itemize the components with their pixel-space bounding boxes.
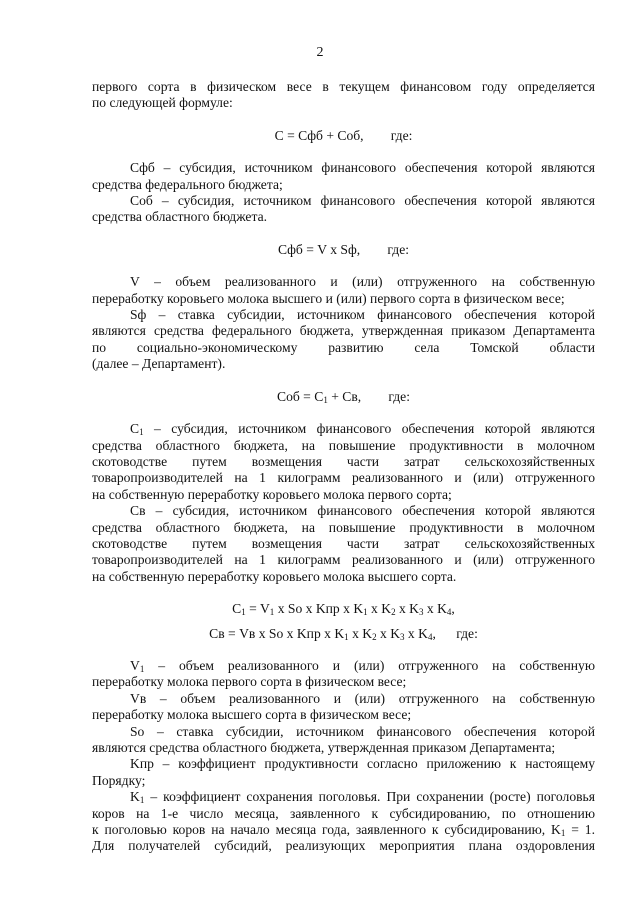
text-line: Cфб – субсидия, источником финансового обеспечения которой являются xyxy=(130,160,595,176)
paragraph xyxy=(92,79,595,112)
text-line: на собственную переработку коровьего молока первого сорта; xyxy=(92,486,452,502)
text-line: по социально-экономическому развитию села Томской области xyxy=(92,339,595,355)
text-line: являются средства федерального бюджета, утвержденная приказом Департамента xyxy=(92,323,595,339)
text-line: коров на 1-е число месяца, заявленного к субсидированию, по отношению xyxy=(92,805,595,821)
text-line: Cоб – субсидия, источником финансового обеспечения которой являются xyxy=(130,193,595,209)
text-line: на собственную переработку коровьего молока высшего сорта. xyxy=(92,568,457,584)
text-line: Для получателей субсидий, реализующих мероприятия плана оздоровления xyxy=(92,838,595,854)
paragraph xyxy=(92,724,595,757)
paragraph xyxy=(92,193,595,226)
text-line: So – ставка субсидии, источником финансового обеспечения которой xyxy=(130,723,595,739)
paragraph xyxy=(92,756,595,789)
text-line: Порядку; xyxy=(92,772,146,788)
formula: Cфб = V x Sф, где: xyxy=(278,241,409,257)
text-line: первого сорта в физическом весе в текущем финансовом году определяется xyxy=(92,79,595,94)
text-line: переработку молока первого сорта в физическом весе; xyxy=(92,674,407,690)
paragraph xyxy=(92,274,595,307)
text-line: средства областного бюджета, на повышение продуктивности в молочном xyxy=(92,519,595,535)
text-line: $V_1$ – объем реализованного и (или) отгруженного на собственную xyxy=(130,657,595,674)
text-line: товаропроизводителей на 1 килограмм реализованного и (или) отгруженного xyxy=(92,552,595,568)
text-line: средства областного бюджета. xyxy=(92,209,267,225)
paragraph xyxy=(92,789,595,855)
text-line: $C_1$ – субсидия, источником финансового обеспечения которой являются xyxy=(130,421,595,438)
paragraph xyxy=(92,307,595,373)
text-line: переработку коровьего молока высшего и (или) первого сорта в физическом весе; xyxy=(92,290,565,306)
page-number: 2 xyxy=(316,45,324,60)
paragraph xyxy=(92,503,595,585)
paragraph xyxy=(92,658,595,691)
text-line: Cв – субсидия, источником финансового обеспечения которой являются xyxy=(130,503,595,519)
text-line: к поголовью коров на начало месяца года, заявленного к субсидированию, $K_1 = 1$. xyxy=(92,822,595,839)
text-line: переработку молока высшего сорта в физическом весе; xyxy=(92,707,412,723)
text-line: V – объем реализованного и (или) отгруженного на собственную xyxy=(130,274,595,290)
text-line: Kпр – коэффициент продуктивности согласно приложению к настоящему xyxy=(130,756,595,772)
text-line: Sф – ставка субсидии, источником финансового обеспечения которой xyxy=(130,307,595,323)
formula: Cв = Vв x So x Kпр x $K_1$ x $K_2$ x $K_3$ x $K_4$, где: xyxy=(209,625,478,642)
text-line: средства федерального бюджета; xyxy=(92,176,283,192)
formula: $C_1 = V_1$ x So x Kпр x $K_1$ x $K_2$ x $K_3$ x $K_4$, xyxy=(232,601,455,618)
text-line: скотоводстве путем возмещения части затрат сельскохозяйственных xyxy=(92,453,595,469)
paragraph xyxy=(92,691,595,724)
text-line: по следующей формуле: xyxy=(92,95,233,111)
formula: C = Cфб + Cоб, где: xyxy=(274,127,413,143)
text-line: $K_1$ – коэффициент сохранения поголовья. При сохранении (росте) поголовья xyxy=(130,789,595,806)
paragraph xyxy=(92,160,595,193)
text-line: (далее – Департамент). xyxy=(92,356,226,372)
text-line: скотоводстве путем возмещения части затрат сельскохозяйственных xyxy=(92,535,595,551)
text-line: средства областного бюджета, на повышение продуктивности в молочном xyxy=(92,437,595,453)
text-line: Vв – объем реализованного и (или) отгруженного на собственную xyxy=(130,690,595,706)
paragraph xyxy=(92,421,595,503)
formula: Cоб = $C_1$ + Cв, где: xyxy=(277,388,410,405)
text-line: товаропроизводителей на 1 килограмм реализованного и (или) отгруженного xyxy=(92,470,595,486)
document-body xyxy=(92,79,595,855)
text-line: являются средства областного бюджета, утвержденная приказом Департамента; xyxy=(92,740,556,755)
